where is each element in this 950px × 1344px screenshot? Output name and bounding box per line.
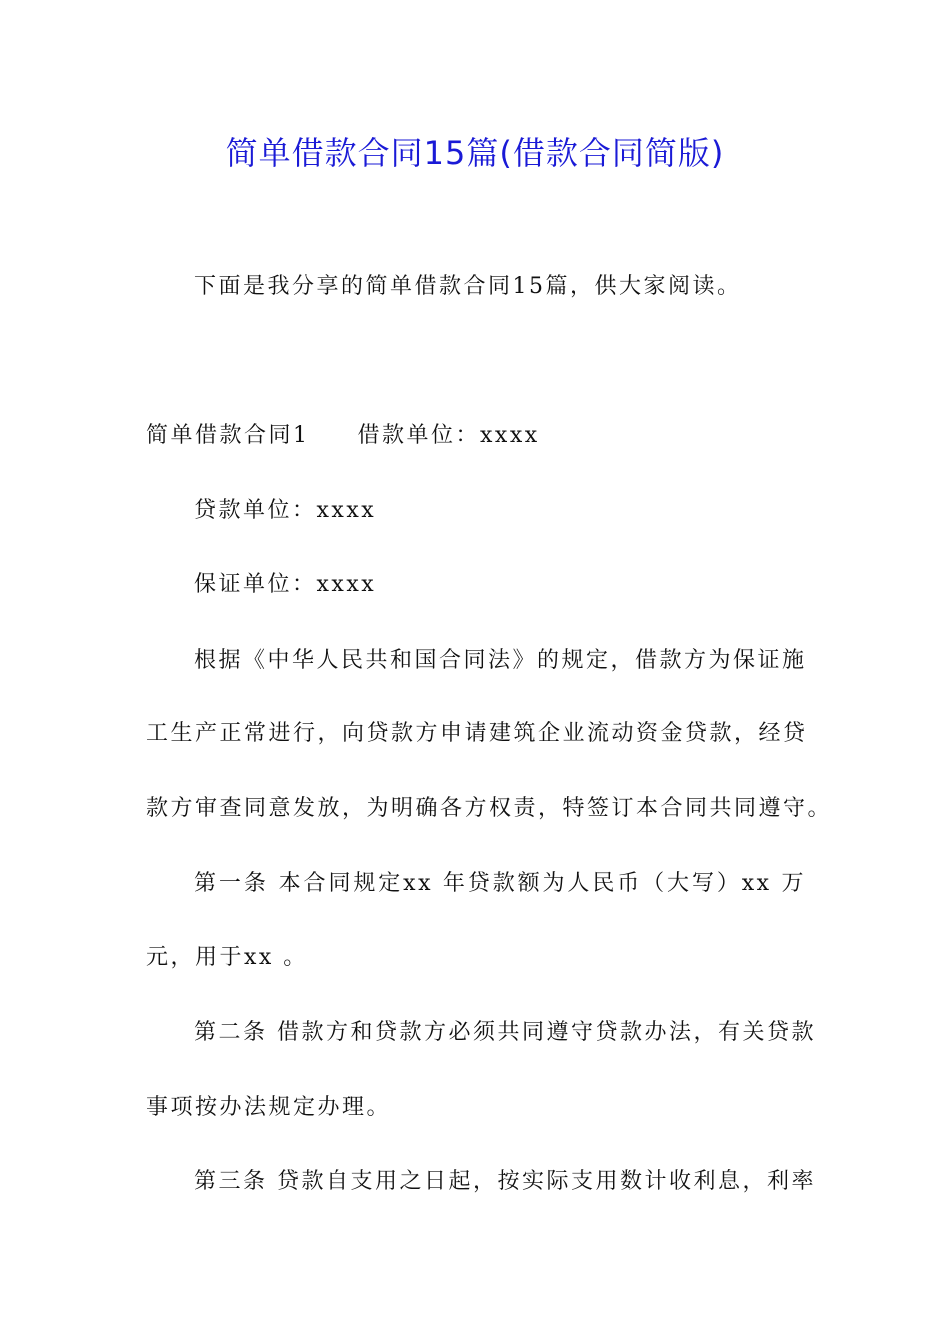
basis-paragraph-line-1: 根据《中华人民共和国合同法》的规定，借款方为保证施 <box>194 648 807 673</box>
basis-paragraph-line-2: 工生产正常进行，向贷款方申请建筑企业流动资金贷款，经贷 <box>146 721 808 746</box>
document-title: 简单借款合同15篇(借款合同简版) <box>225 134 725 172</box>
basis-paragraph-line-3: 款方审查同意发放，为明确各方权责，特签订本合同共同遵守。 <box>146 796 833 821</box>
article-3-line-1: 第三条 贷款自支用之日起，按实际支用数计收利息，利率 <box>194 1169 816 1194</box>
article-1-line-1: 第一条 本合同规定xx 年贷款额为人民币（大写）xx 万 <box>194 871 806 896</box>
article-1-line-2: 元，用于xx 。 <box>146 945 308 970</box>
guarantor-line: 保证单位：xxxx <box>194 572 377 597</box>
intro-paragraph: 下面是我分享的简单借款合同15篇，供大家阅读。 <box>194 274 742 299</box>
contract-1-header-line <box>146 421 806 451</box>
article-2-line-2: 事项按办法规定办理。 <box>146 1095 392 1120</box>
article-2-line-1: 第二条 借款方和贷款方必须共同遵守贷款办法，有关贷款 <box>194 1020 816 1045</box>
borrower-line: 借款单位：xxxx <box>357 423 540 448</box>
lender-line: 贷款单位：xxxx <box>194 498 377 523</box>
contract-1-heading: 简单借款合同1 <box>146 423 310 448</box>
